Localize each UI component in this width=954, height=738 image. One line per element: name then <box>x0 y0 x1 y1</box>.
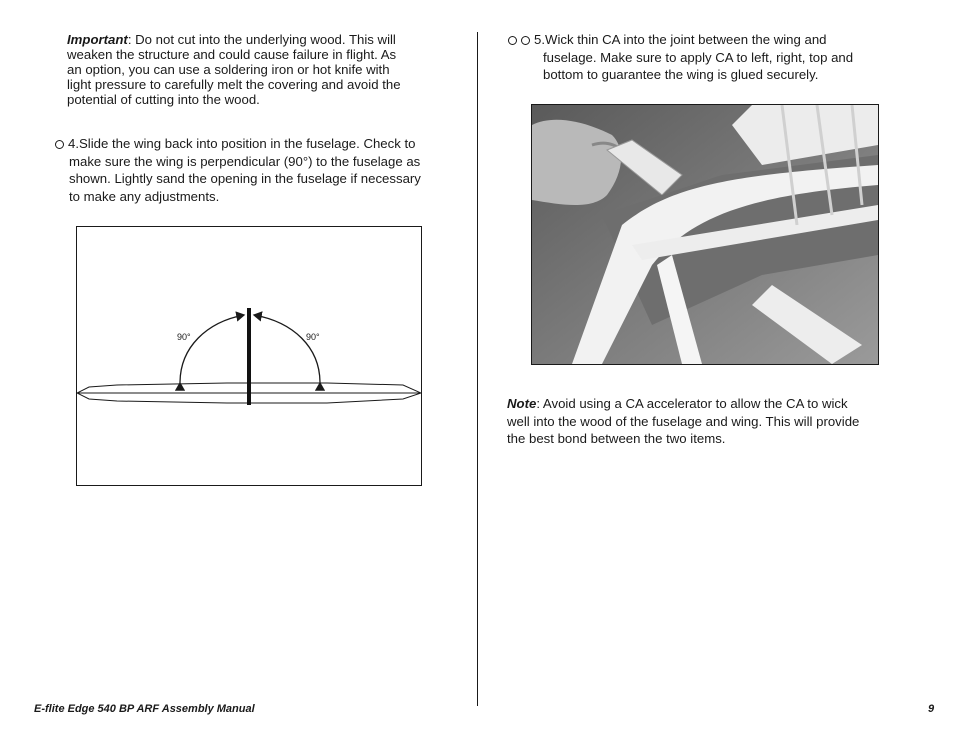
note-line-1: : Avoid using a CA accelerator to allow the CA to wick <box>536 396 848 411</box>
important-line-5: potential of cutting into the wood. <box>67 92 260 107</box>
important-line-1: : Do not cut into the underlying wood. This will <box>127 32 396 47</box>
note-label: Note <box>507 396 537 411</box>
note-line-3: the best bond between the two items. <box>507 431 726 446</box>
step-4-checkbox[interactable] <box>55 140 64 149</box>
wing-glue-illustration <box>532 105 878 364</box>
step-5-checkbox-1[interactable] <box>508 36 517 45</box>
note-paragraph <box>507 395 907 448</box>
fuselage-bar <box>247 308 251 405</box>
left-angle-arc <box>180 315 244 383</box>
column-divider <box>477 32 478 706</box>
step-4 <box>55 135 455 205</box>
step-5 <box>508 31 898 84</box>
important-line-2: weaken the structure and could cause failure in flight. As <box>67 47 397 62</box>
wing-alignment-drawing <box>77 227 421 485</box>
important-paragraph <box>67 32 437 107</box>
page-number: 9 <box>928 703 935 715</box>
step-4-line-3: shown. Lightly sand the opening in the fuselage if necessary <box>69 171 421 186</box>
step-4-line-2: make sure the wing is perpendicular (90°) to the fuselage as <box>69 153 421 169</box>
angle-label-right: 90° <box>306 332 320 342</box>
important-line-4: light pressure to carefully melt the covering and avoid the <box>67 77 401 92</box>
step-5-checkbox-2[interactable] <box>521 36 530 45</box>
step-5-line-2: fuselage. Make sure to apply CA to left, right, top and <box>543 49 854 65</box>
footer-title: E-flite Edge 540 BP ARF Assembly Manual <box>34 703 255 715</box>
step-5-line-3: bottom to guarantee the wing is glued securely. <box>543 67 819 82</box>
step-5-line-1: 5.Wick thin CA into the joint between the wing and <box>534 32 827 47</box>
wing-glue-photo <box>531 104 879 365</box>
important-line-3: an option, you can use a soldering iron or hot knife with <box>67 62 390 77</box>
wing-alignment-diagram <box>76 226 422 486</box>
step-4-line-4: to make any adjustments. <box>69 188 220 204</box>
important-label: Important <box>67 32 128 47</box>
step-4-line-1: 4.Slide the wing back into position in the fuselage. Check to <box>68 136 416 151</box>
note-line-2: well into the wood of the fuselage and wing. This will provide <box>507 413 860 429</box>
right-angle-arc <box>254 315 320 383</box>
angle-label-left: 90° <box>177 332 191 342</box>
